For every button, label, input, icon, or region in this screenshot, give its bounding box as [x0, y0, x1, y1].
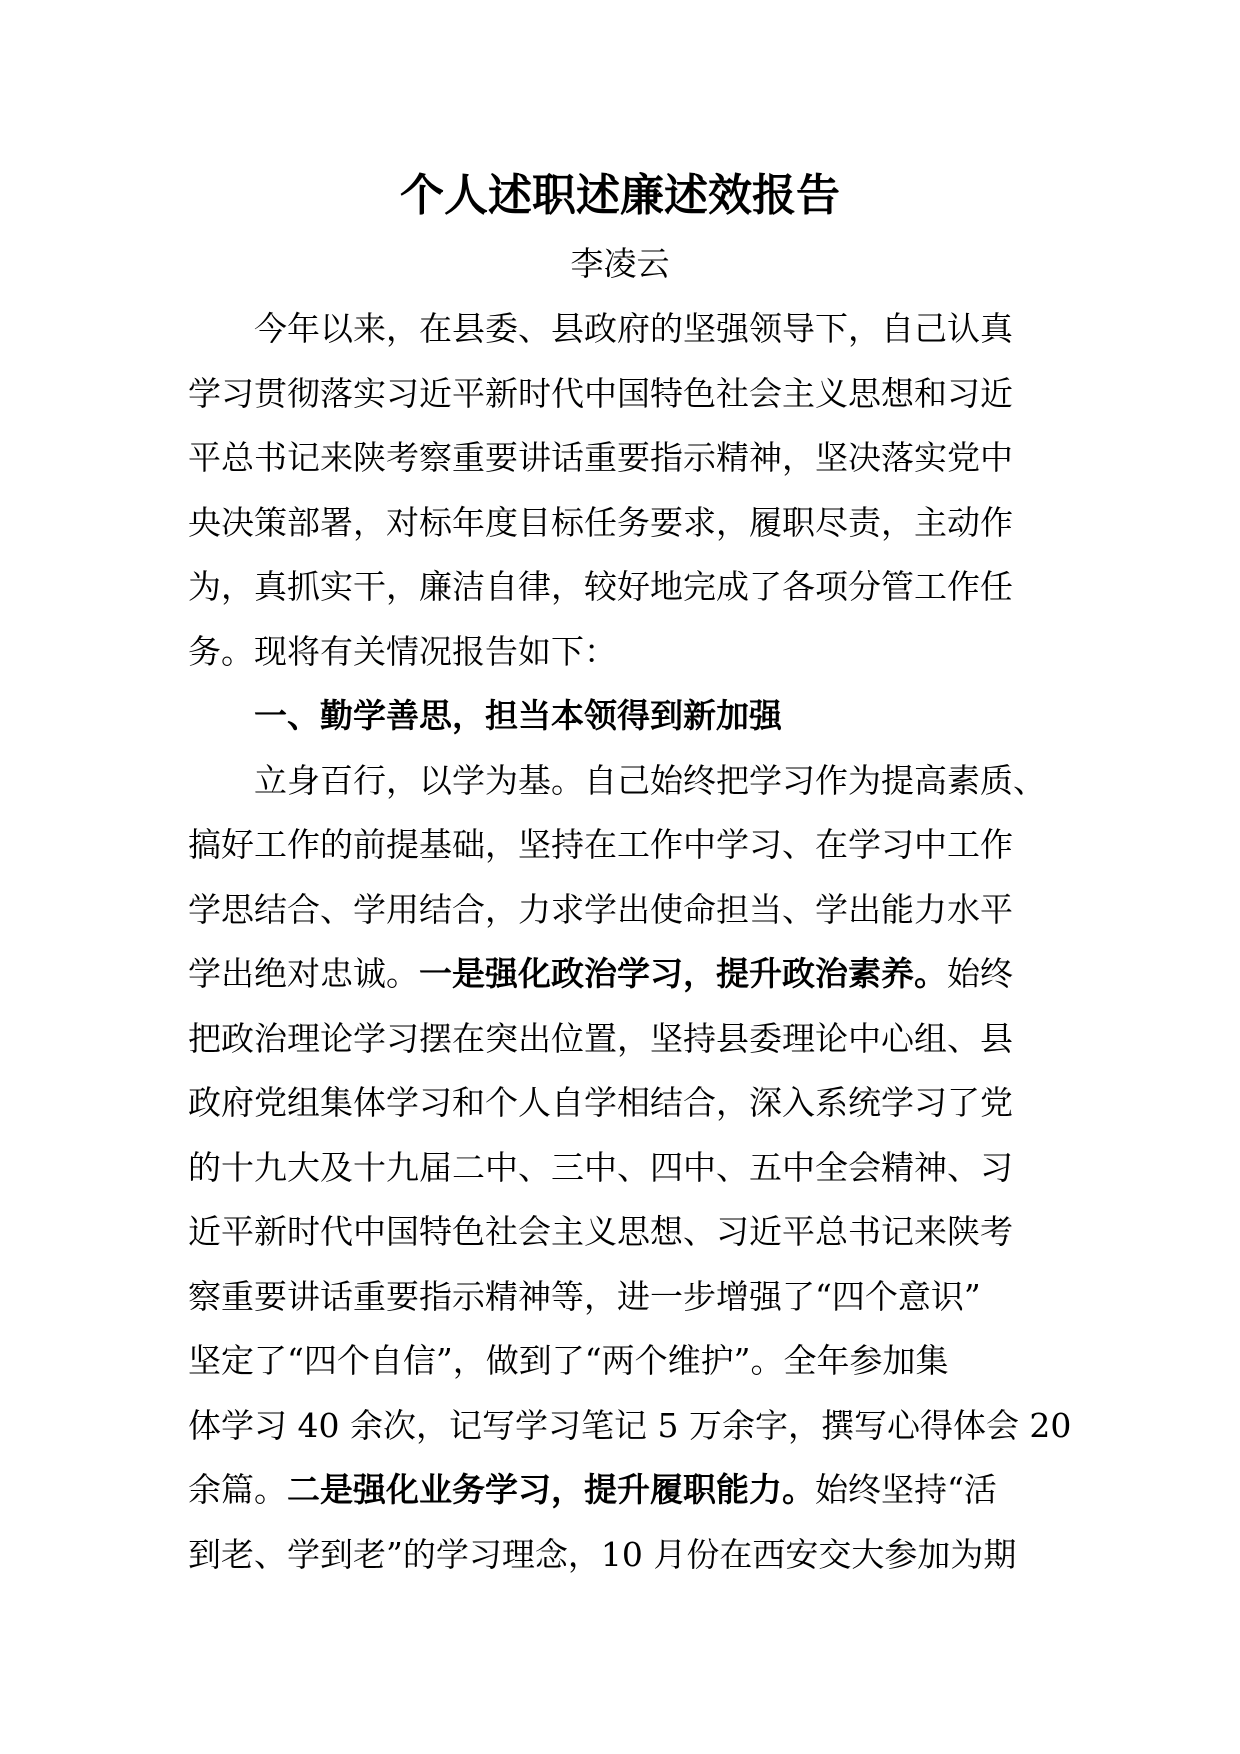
body-line: 近平新时代中国特色社会主义思想、习近平总书记来陕考 — [188, 1212, 1013, 1251]
body-line: 体学习 40 余次，记写学习笔记 5 万余字，撰写心得体会 20 — [188, 1405, 1072, 1445]
body-line: 学习贯彻落实习近平新时代中国特色社会主义思想和习近 — [188, 373, 1013, 413]
body-line — [188, 942, 1068, 1007]
body-line: 今年以来，在县委、县政府的坚强领导下，自己认真 — [254, 309, 1013, 348]
body-text-run: 学出绝对忠诚。 — [188, 954, 419, 993]
body-line: 搞好工作的前提基础，坚持在工作中学习、在学习中工作 — [188, 825, 1013, 864]
body-line: 到老、学到老”的学习理念，10 月份在西安交大参加为期 — [188, 1534, 1017, 1574]
section-heading: 一、勤学善思，担当本领得到新加强 — [254, 696, 782, 735]
body-line: 的十九大及十九届二中、三中、四中、五中全会精神、习 — [188, 1147, 1013, 1187]
body-line: 务。现将有关情况报告如下： — [188, 631, 617, 671]
body-line: 察重要讲话重要指示精神等，进一步增强了“四个意识” — [188, 1276, 981, 1316]
body-line: 政府党组集体学习和个人自学相结合，深入系统学习了党 — [188, 1083, 1013, 1122]
body-line: 把政治理论学习摆在突出位置，坚持县委理论中心组、县 — [188, 1018, 1013, 1058]
body-line: 学思结合、学用结合，力求学出使命担当、学出能力水平 — [188, 889, 1013, 929]
body-line: 央决策部署，对标年度目标任务要求，履职尽责，主动作 — [188, 502, 1013, 542]
author-name: 李凌云 — [570, 244, 670, 283]
bold-point-heading: 一是强化政治学习，提升政治素养。 — [419, 954, 947, 993]
body-line: 立身百行，以学为基。自己始终把学习作为提高素质、 — [254, 760, 1046, 800]
body-line: 为，真抓实干，廉洁自律，较好地完成了各项分管工作任 — [188, 567, 1013, 606]
body-line: 平总书记来陕考察重要讲话重要指示精神，坚决落实党中 — [188, 438, 1013, 477]
document-title: 个人述职述廉述效报告 — [400, 170, 840, 221]
body-line — [188, 1458, 1068, 1523]
body-text-run: 余篇。 — [188, 1470, 287, 1509]
body-text-run: 始终 — [947, 954, 1013, 993]
bold-point-heading: 二是强化业务学习，提升履职能力。 — [287, 1470, 815, 1509]
document-body — [188, 297, 1072, 1587]
body-line: 坚定了“四个自信”，做到了“两个维护”。全年参加集 — [188, 1341, 949, 1380]
body-text-run: 始终坚持“活 — [815, 1470, 997, 1509]
